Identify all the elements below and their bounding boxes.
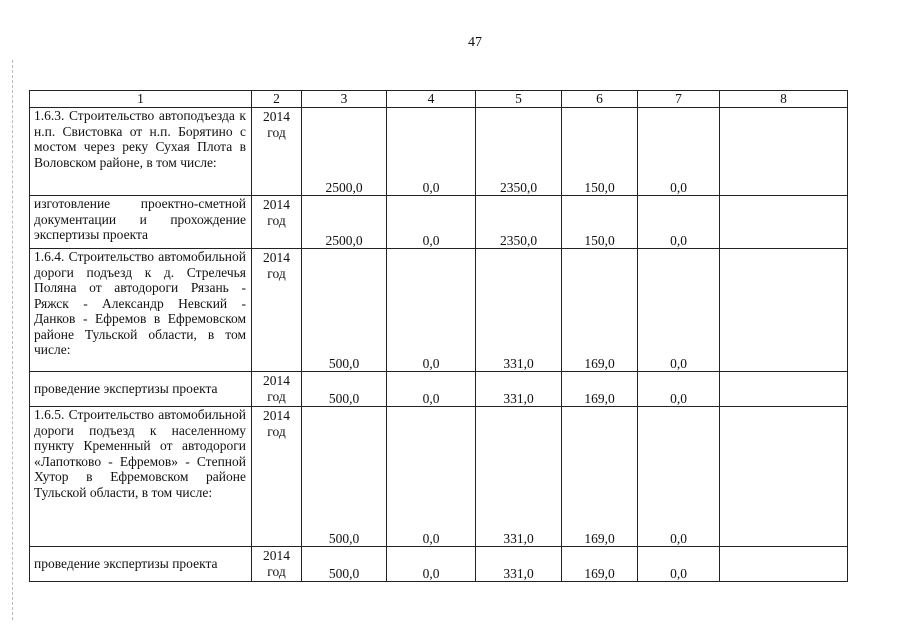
table-row [30, 547, 848, 582]
row-description: проведение экспертизы проекта [30, 547, 252, 582]
row-description: 1.6.5. Строительство автомобильной дороги подъезд к населенному пункту Кременный от автодороги «Лапотково - Ефремов» - Степной Хутор в Ефремовском районе Тульской области, в том числе: [30, 407, 252, 547]
value-cell [720, 196, 848, 249]
value-cell: 0,0 [638, 196, 720, 249]
header-cell: 5 [476, 91, 562, 108]
margin-rule [12, 60, 13, 620]
header-cell: 6 [562, 91, 638, 108]
header-row [30, 91, 848, 108]
header-cell: 8 [720, 91, 848, 108]
row-description: изготовление проектно-сметной документации и прохождение экспертизы проекта [30, 196, 252, 249]
row-year: 2014 год [252, 547, 302, 582]
value-cell: 0,0 [387, 372, 476, 407]
table-row [30, 196, 848, 249]
value-cell: 500,0 [302, 372, 387, 407]
value-cell: 150,0 [562, 108, 638, 196]
row-description: проведение экспертизы проекта [30, 372, 252, 407]
value-cell: 0,0 [638, 372, 720, 407]
header-cell: 2 [252, 91, 302, 108]
row-description: 1.6.3. Строительство автоподъезда к н.п. Свистовка от н.п. Борятино с мостом через реку Сухая Плота в Воловском районе, в том числе: [30, 108, 252, 196]
table-row [30, 108, 848, 196]
value-cell: 331,0 [476, 407, 562, 547]
budget-table [29, 90, 848, 582]
page-number: 47 [468, 35, 482, 50]
value-cell: 0,0 [387, 249, 476, 372]
value-cell: 0,0 [387, 196, 476, 249]
value-cell: 331,0 [476, 372, 562, 407]
value-cell: 0,0 [638, 108, 720, 196]
value-cell: 0,0 [638, 547, 720, 582]
value-cell [720, 249, 848, 372]
value-cell: 2350,0 [476, 108, 562, 196]
value-cell: 2500,0 [302, 108, 387, 196]
value-cell: 150,0 [562, 196, 638, 249]
row-year: 2014 год [252, 108, 302, 196]
value-cell: 331,0 [476, 547, 562, 582]
row-description: 1.6.4. Строительство автомобильной дороги подъезд к д. Стрелечья Поляна от автодороги Рязань - Ряжск - Александр Невский - Данков - Ефремов в Ефремовском районе Тульской области, в том числе: [30, 249, 252, 372]
header-cell: 1 [30, 91, 252, 108]
value-cell: 2500,0 [302, 196, 387, 249]
header-cell: 4 [387, 91, 476, 108]
header-cell: 7 [638, 91, 720, 108]
value-cell [720, 407, 848, 547]
value-cell: 0,0 [638, 407, 720, 547]
header-cell: 3 [302, 91, 387, 108]
table-row [30, 249, 848, 372]
value-cell [720, 372, 848, 407]
value-cell: 169,0 [562, 372, 638, 407]
value-cell: 0,0 [387, 547, 476, 582]
value-cell: 0,0 [638, 249, 720, 372]
value-cell: 500,0 [302, 547, 387, 582]
row-year: 2014 год [252, 249, 302, 372]
row-year: 2014 год [252, 372, 302, 407]
value-cell: 169,0 [562, 249, 638, 372]
row-year: 2014 год [252, 407, 302, 547]
value-cell: 2350,0 [476, 196, 562, 249]
value-cell: 500,0 [302, 407, 387, 547]
value-cell: 331,0 [476, 249, 562, 372]
value-cell: 169,0 [562, 547, 638, 582]
row-year: 2014 год [252, 196, 302, 249]
value-cell: 0,0 [387, 108, 476, 196]
value-cell: 500,0 [302, 249, 387, 372]
table-row [30, 372, 848, 407]
value-cell [720, 547, 848, 582]
value-cell: 0,0 [387, 407, 476, 547]
value-cell [720, 108, 848, 196]
value-cell: 169,0 [562, 407, 638, 547]
table-row [30, 407, 848, 547]
